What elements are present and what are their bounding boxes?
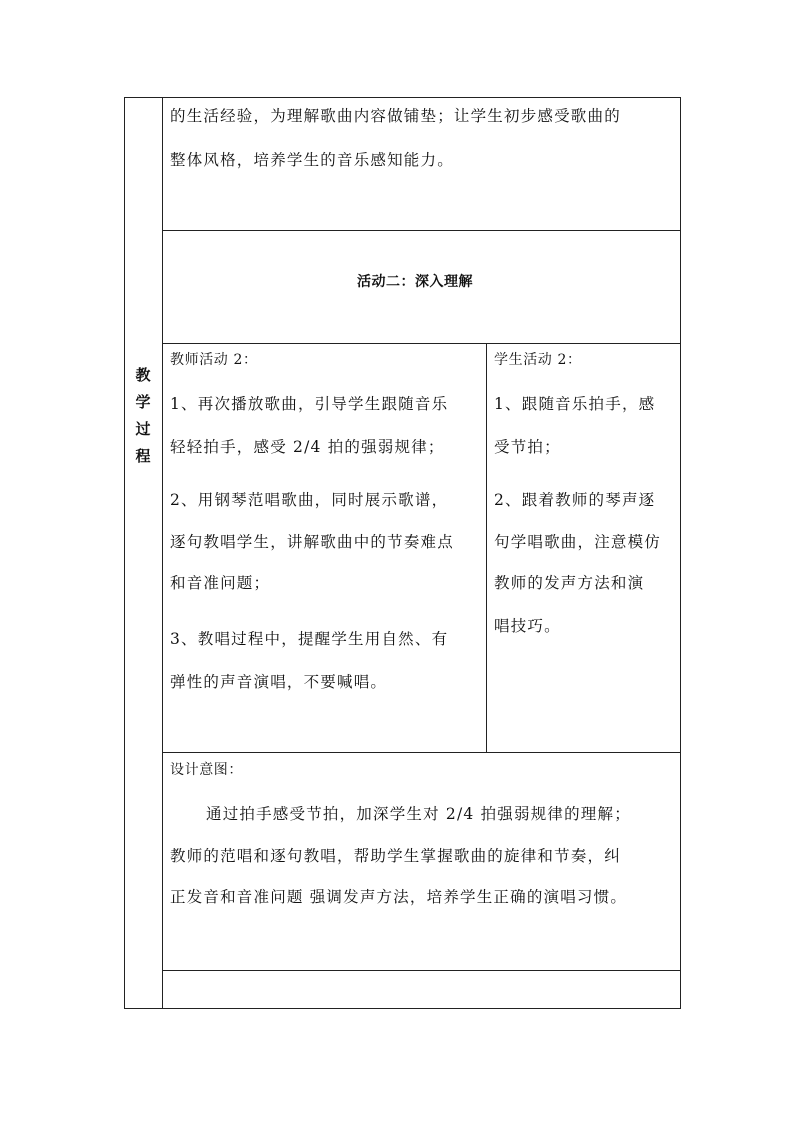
student-line: 2、跟着教师的琴声逐	[494, 491, 656, 509]
design-line: 教师的范唱和逐句教唱，帮助学生掌握歌曲的旋律和节奏，纠	[170, 847, 621, 865]
teacher-line: 和音准问题；	[170, 574, 271, 592]
design-bottom-rule	[162, 970, 681, 971]
design-line: 通过拍手感受节拍，加深学生对 2/4 拍强弱规律的理解；	[206, 805, 631, 823]
teacher-line: 1、再次播放歌曲，引导学生跟随音乐	[170, 395, 449, 413]
student-line: 句学唱歌曲，注意模仿	[494, 533, 662, 551]
intro-bottom-rule	[162, 230, 681, 231]
title-bottom-rule	[162, 343, 681, 344]
activity-bottom-rule	[162, 752, 681, 753]
activity-column-divider	[486, 343, 487, 752]
side-label-char: 学	[135, 393, 151, 411]
teacher-line: 2、用钢琴范唱歌曲，同时展示歌谱，	[170, 491, 449, 509]
teacher-line: 逐句教唱学生，讲解歌曲中的节奏难点	[170, 533, 454, 551]
teacher-line: 3、教唱过程中，提醒学生用自然、有	[170, 630, 449, 648]
side-label-char: 过	[135, 420, 151, 438]
side-label-teaching-process	[124, 362, 162, 470]
side-column-divider	[162, 97, 163, 1009]
student-line: 唱技巧。	[494, 617, 561, 635]
design-heading: 设计意图：	[170, 762, 243, 778]
student-line: 受节拍；	[494, 438, 561, 456]
activity-title: 活动二：深入理解	[357, 274, 473, 290]
teacher-line: 轻轻拍手，感受 2/4 拍的强弱规律；	[170, 438, 445, 456]
student-heading: 学生活动 2：	[494, 352, 582, 368]
teacher-line: 弹性的声音演唱，不要喊唱。	[170, 673, 388, 691]
side-label-char: 教	[135, 366, 151, 384]
design-line: 正发音和音准问题 强调发声方法，培养学生正确的演唱习惯。	[170, 888, 628, 906]
teacher-heading: 教师活动 2：	[170, 352, 258, 368]
intro-line: 的生活经验，为理解歌曲内容做铺垫；让学生初步感受歌曲的	[170, 107, 621, 125]
student-line: 1、跟随音乐拍手，感	[494, 395, 656, 413]
intro-line: 整体风格，培养学生的音乐感知能力。	[170, 151, 454, 169]
side-label-char: 程	[135, 447, 151, 465]
student-line: 教师的发声方法和演	[494, 574, 645, 592]
